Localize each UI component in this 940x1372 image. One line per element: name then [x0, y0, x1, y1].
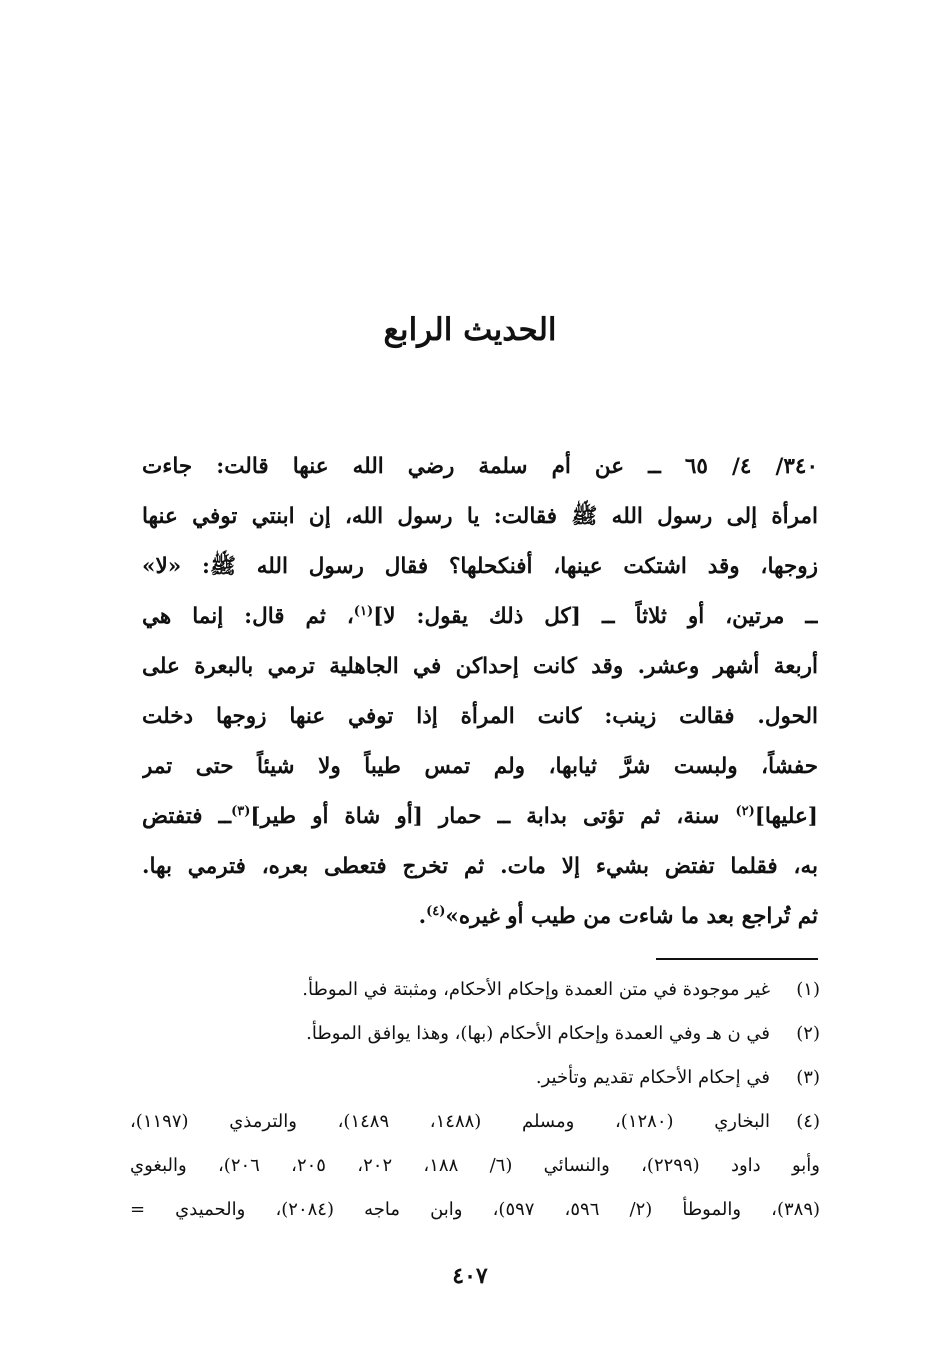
- text-line-10: [142, 892, 818, 942]
- text-line-5: أربعة أشهر وعشر. وقد كانت إحداكن في الجاهلية ترمي بالبعرة على: [142, 654, 818, 679]
- footnote-2: [130, 1012, 820, 1056]
- footnote-text: البخاري (١٢٨٠)، ومسلم (١٤٨٨، ١٤٨٩)، والترمذي (١١٩٧)،: [130, 1111, 770, 1132]
- footnote-ref-3[interactable]: (٣): [231, 803, 251, 819]
- section-heading: الحديث الرابع: [383, 312, 557, 348]
- hadith-text: [142, 442, 818, 942]
- text-line-4-end: ، ثم قال: إنما هي: [142, 604, 354, 629]
- footnote-text: في ن هـ وفي العمدة وإحكام الأحكام (بها)، وهذا يوافق الموطأ.: [306, 1023, 770, 1044]
- page-number: ٤٠٧: [452, 1263, 488, 1289]
- footnote-text: غير موجودة في متن العمدة وإحكام الأحكام، ومثبتة في الموطأ.: [302, 979, 770, 1000]
- footnote-number: (٣): [796, 1067, 820, 1088]
- text-line-7: حفشاً، ولبست شرَّ ثيابها، ولم تمس طيباً ولا شيئاً حتى تمر: [142, 754, 818, 779]
- footnote-number: (١): [796, 979, 820, 1000]
- footnote-4: [130, 1100, 820, 1144]
- footnote-3: [130, 1056, 820, 1100]
- text-line-2: امرأة إلى رسول الله ﷺ فقالت: يا رسول الله، إن ابنتي توفي عنها: [142, 504, 818, 529]
- text-line-4: [142, 592, 818, 642]
- footnote-ref-1[interactable]: (١): [353, 603, 374, 619]
- footnote-ref-4[interactable]: (٤): [426, 903, 446, 919]
- text-line-3: زوجها، وقد اشتكت عينها، أفنكحلها؟ فقال رسول الله ﷺ: «لا»: [142, 554, 818, 579]
- text-line-1: ٣٤٠/ ٤/ ٦٥ ــ عن أم سلمة رضي الله عنها قالت: جاءت: [142, 454, 818, 479]
- footnotes: [130, 968, 820, 1232]
- footnote-separator: [656, 958, 818, 960]
- footnote-text: في إحكام الأحكام تقديم وتأخير.: [535, 1067, 770, 1088]
- footnote-1: [130, 968, 820, 1012]
- text-line-8-start: [عليها]: [754, 804, 818, 829]
- text-line-10-end: .: [418, 904, 427, 929]
- text-line-9: به، فقلما تفتض بشيء إلا مات. ثم تخرج فتعطى بعره، فترمي بها.: [142, 854, 818, 879]
- text-line-10-start: ثم تُراجع بعد ما شاءت من طيب أو غيره»: [445, 904, 818, 929]
- text-line-4-start: ــ مرتين، أو ثلاثاً ــ [كل ذلك يقول: لا]: [373, 604, 818, 629]
- footnote-ref-2[interactable]: (٢): [735, 803, 755, 819]
- footnote-number: (٢): [796, 1023, 820, 1044]
- footnote-number: (٤): [796, 1111, 820, 1132]
- text-line-8: [142, 792, 818, 842]
- text-line-8-end: ــ فتفتض: [142, 804, 232, 829]
- footnote-4-continuation: (٣٨٩)، والموطأ (٢/ ٥٩٦، ٥٩٧)، وابن ماجه (٢٠٨٤)، والحميدي =: [130, 1199, 820, 1220]
- text-line-8-mid: سنة، ثم تؤتى بدابة ــ حمار [أو شاة أو طير]: [250, 804, 736, 829]
- text-line-6: الحول. فقالت زينب: كانت المرأة إذا توفي عنها زوجها دخلت: [142, 704, 818, 729]
- footnote-4-continuation: وأبو داود (٢٢٩٩)، والنسائي (٦/ ١٨٨، ٢٠٢، ٢٠٥، ٢٠٦)، والبغوي: [130, 1155, 820, 1176]
